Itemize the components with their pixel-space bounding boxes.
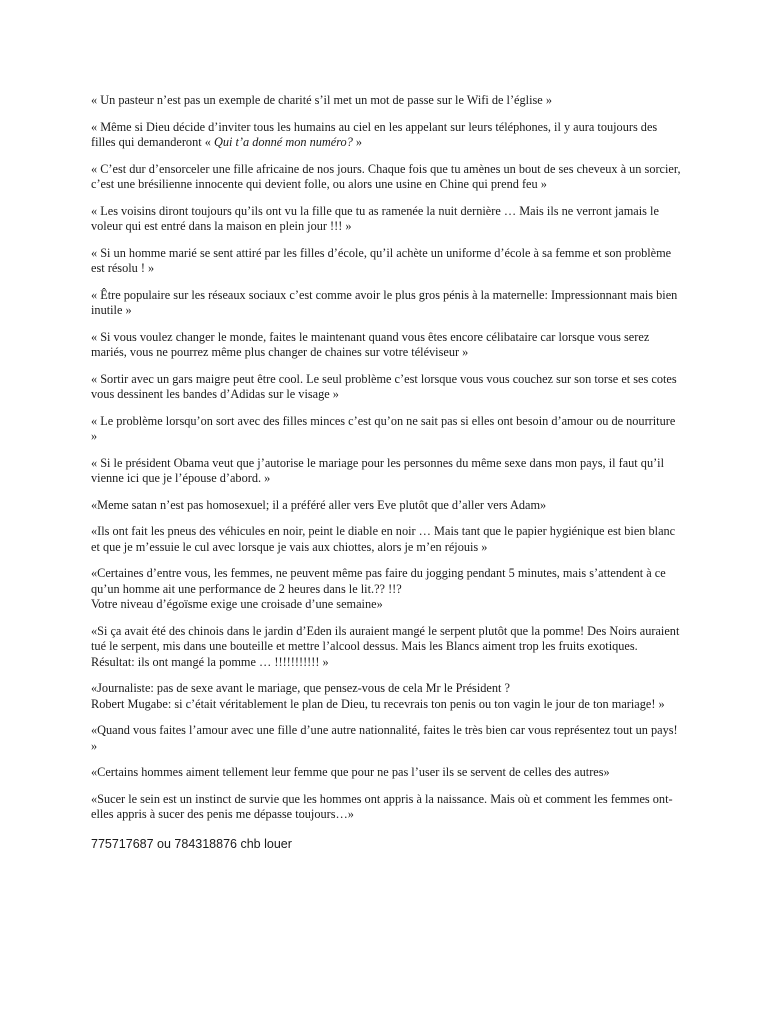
quote-paragraph: « Le problème lorsqu’on sort avec des filles minces c’est qu’on ne sait pas si elles ont besoin d’amour ou de nourriture »	[91, 413, 676, 443]
quote-paragraph: «Sucer le sein est un instinct de survie que les hommes ont appris à la naissance. Mais où et comment les femmes ont-elles appris à sucer des penis me dépasse toujours…»	[91, 791, 673, 821]
quote-paragraph: « Si un homme marié se sent attiré par les filles d’école, qu’il achète un uniforme d’école à sa femme et son problème est résolu ! »	[91, 245, 672, 275]
quote-paragraph: « Si vous voulez changer le monde, faites le maintenant quand vous êtes encore célibataire car lorsque vous serez mariés, vous ne pourrez même plus changer de chaines sur votre téléviseur »	[91, 329, 650, 359]
quote-paragraph: « C’est dur d’ensorceler une fille africaine de nos jours. Chaque fois que tu amènes un bout de ses cheveux à un sorcier, c’est une brésilienne innocente qui devient folle, ou alors une usine en Chine qui prend feu »	[91, 161, 681, 191]
quote-paragraph: « Être populaire sur les réseaux sociaux c’est comme avoir le plus gros pénis à la maternelle: Impressionnant mais bien inutile »	[91, 287, 678, 317]
quote-paragraph: «Certaines d’entre vous, les femmes, ne peuvent même pas faire du jogging pendant 5 minutes, mais s’attendent à ce qu’un homme ait une performance de 2 heures dans le lit.?? !!? Votre niveau d’égoïsme exige une croisade d’une semaine»	[91, 566, 666, 611]
quote-paragraph: « Sortir avec un gars maigre peut être cool. Le seul problème c’est lorsque vous vous couchez sur son torse et ses cotes vous dessinent les bandes d’Adidas sur le visage »	[91, 371, 677, 401]
quote-paragraph: «Ils ont fait les pneus des véhicules en noir, peint le diable en noir … Mais tant que le papier hygiénique est bien blanc et que je m’essuie le cul avec lorsque je vais aux chiottes, alors je m’en réjouis »	[91, 524, 676, 554]
quote-paragraph: «Quand vous faites l’amour avec une fille d’une autre nationnalité, faites le très bien car vous représentez tout un pays! »	[91, 723, 678, 753]
quote-paragraph: « Si le président Obama veut que j’autorise le mariage pour les personnes du même sexe dans mon pays, il faut qu’il vienne ici que je l’épouse d’abord. »	[91, 455, 665, 485]
quote-paragraph: «Journaliste: pas de sexe avant le mariage, que pensez-vous de cela Mr le Président ? Robert Mugabe: si c’était véritablement le plan de Dieu, tu recevrais ton penis ou ton vagin le jour de ton mariage! »	[91, 681, 665, 711]
quote-paragraph: « Un pasteur n’est pas un exemple de charité s’il met un mot de passe sur le Wifi de l’église »	[91, 93, 552, 107]
quote-paragraph	[91, 120, 681, 151]
quote-paragraph: «Si ça avait été des chinois dans le jardin d’Eden ils auraient mangé le serpent plutôt que la pomme! Des Noirs auraient tué le serpent, mis dans une bouteille et mettre l’alcool dessus. Mais les Blancs aiment trop les fruits exotiques. Résultat: ils ont mangé la pomme … !!!!!!!!!!! »	[91, 623, 680, 669]
quote-text-end: »	[352, 135, 363, 149]
contact-phone-line: 775717687 ou 784318876 chb louer	[91, 836, 292, 851]
quote-italic-text: Qui t’a donné mon numéro?	[213, 135, 353, 149]
document-body	[91, 93, 681, 852]
quote-paragraph: « Les voisins diront toujours qu’ils ont vu la fille que tu as ramenée la nuit dernière … Mais ils ne verront jamais le voleur qui est entré dans la maison en plein jour !!! »	[91, 203, 659, 233]
quote-text: « Même si Dieu décide d’inviter tous les humains au ciel en les appelant sur leurs téléphones, il y aura toujours des filles qui demanderont «	[91, 119, 658, 149]
quote-paragraph: «Meme satan n’est pas homosexuel; il a préféré aller vers Eve plutôt que d’aller vers Adam»	[91, 497, 547, 512]
quote-paragraph: «Certains hommes aiment tellement leur femme que pour ne pas l’user ils se servent de celles des autres»	[91, 765, 610, 779]
